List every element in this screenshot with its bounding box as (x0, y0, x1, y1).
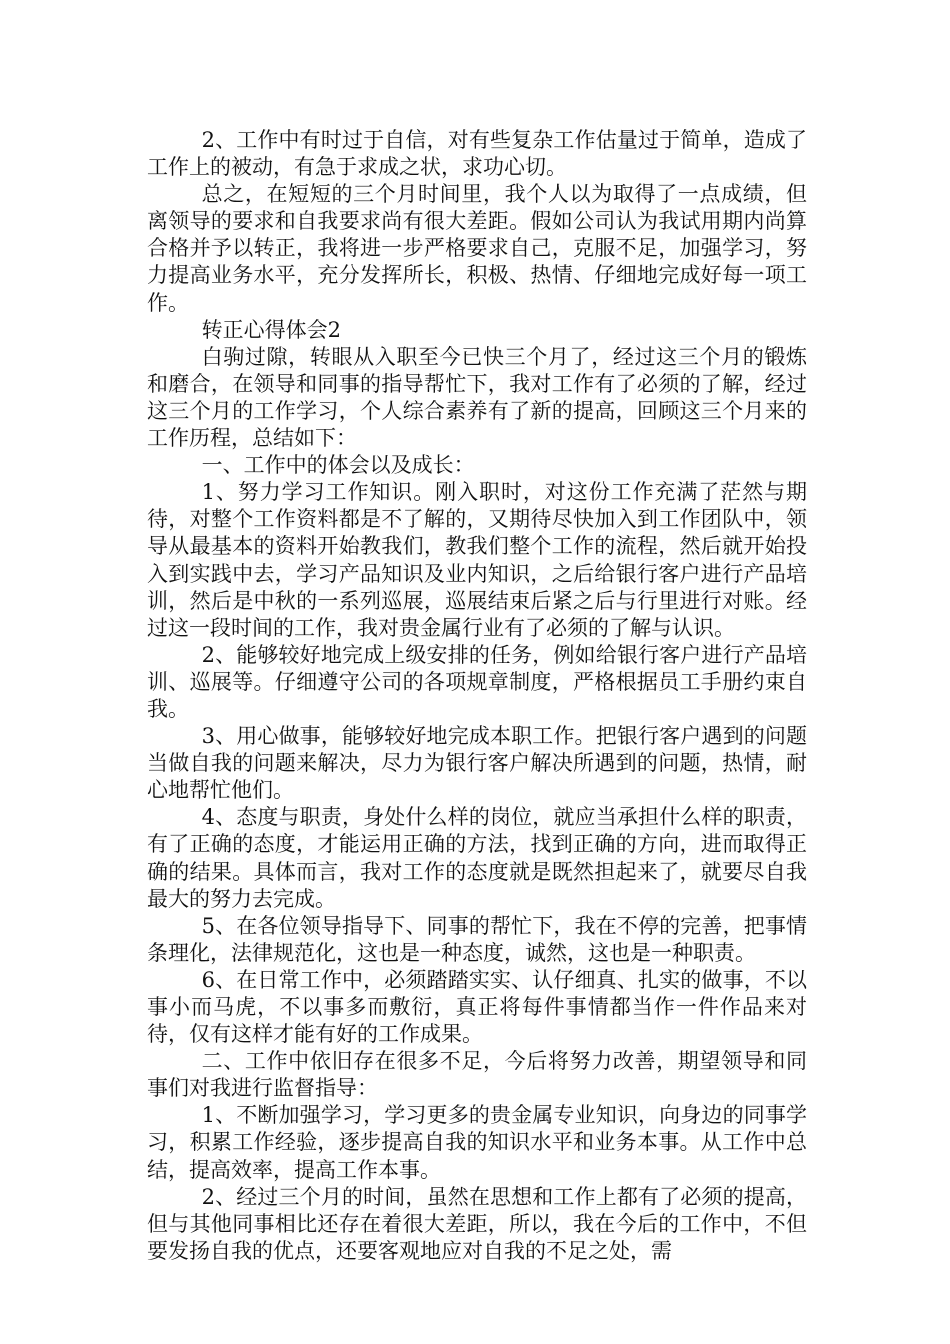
section-heading: 转正心得体会2 (201, 317, 341, 342)
paragraph-7: 4、态度与职责，身处什么样的岗位，就应当承担什么样的职责，有了正确的态度，才能运用正确的方法，找到正确的方向，进而取得正确的结果。具体而言，我对工作的态度就是既然担起来了，就要尽自我最大的努力去完成。 (147, 805, 807, 911)
paragraph-6: 3、用心做事，能够较好地完成本职工作。把银行客户遇到的问题当做自我的问题来解决，尽力为银行客户解决所遇到的问题，热情，耐心地帮忙他们。 (147, 724, 807, 803)
subheading-1: 一、工作中的体会以及成长： (201, 453, 475, 478)
paragraph-5: 2、能够较好地完成上级安排的任务，例如给银行客户进行产品培训、巡展等。仔细遵守公司的各项规章制度，严格根据员工手册约束自我。 (147, 642, 807, 721)
paragraph-11: 2、经过三个月的时间，虽然在思想和工作上都有了必须的提高，但与其他同事相比还存在着很大差距，所以，我在今后的工作中，不但要发扬自我的优点，还要客观地应对自我的不足之处，需 (147, 1184, 807, 1263)
paragraph-8: 5、在各位领导指导下、同事的帮忙下，我在不停的完善，把事情条理化，法律规范化，这也是一种态度，诚然，这也是一种职责。 (147, 913, 807, 965)
paragraph-3: 白驹过隙，转眼从入职至今已快三个月了，经过这三个月的锻炼和磨合，在领导和同事的指导帮忙下，我对工作有了必须的了解，经过这三个月的工作学习，个人综合素养有了新的提高，回顾这三个月来的工作历程，总结如下： (147, 344, 807, 451)
paragraph-1: 2、工作中有时过于自信，对有些复杂工作估量过于简单，造成了工作上的被动，有急于求成之状，求功心切。 (147, 128, 807, 180)
paragraph-2: 总之，在短短的三个月时间里，我个人以为取得了一点成绩，但离领导的要求和自我要求尚有很大差距。假如公司认为我试用期内尚算合格并予以转正，我将进一步严格要求自己，克服不足，加强学习，努力提高业务水平，充分发挥所长，积极、热情、仔细地完成好每一项工作。 (147, 182, 807, 315)
paragraph-10: 1、不断加强学习，学习更多的贵金属专业知识，向身边的同事学习，积累工作经验，逐步提高自我的知识水平和业务本事。从工作中总结，提高效率，提高工作本事。 (147, 1103, 807, 1182)
subheading-2: 二、工作中依旧存在很多不足，今后将努力改善，期望领导和同事们对我进行监督指导： (147, 1049, 807, 1101)
paragraph-9: 6、在日常工作中，必须踏踏实实、认仔细真、扎实的做事，不以事小而马虎，不以事多而敷衍，真正将每件事情都当作一件作品来对待，仅有这样才能有好的工作成果。 (147, 967, 807, 1047)
document-body (147, 127, 807, 1265)
paragraph-4: 1、努力学习工作知识。刚入职时，对这份工作充满了茫然与期待，对整个工作资料都是不了解的，又期待尽快加入到工作团队中，领导从最基本的资料开始教我们，教我们整个工作的流程，然后就开始投入到实践中去，学习产品知识及业内知识，之后给银行客户进行产品培训，然后是中秋的一系列巡展，巡展结束后紧之后与行里进行对账。经过这一段时间的工作，我对贵金属行业有了必须的了解与认识。 (147, 480, 807, 640)
